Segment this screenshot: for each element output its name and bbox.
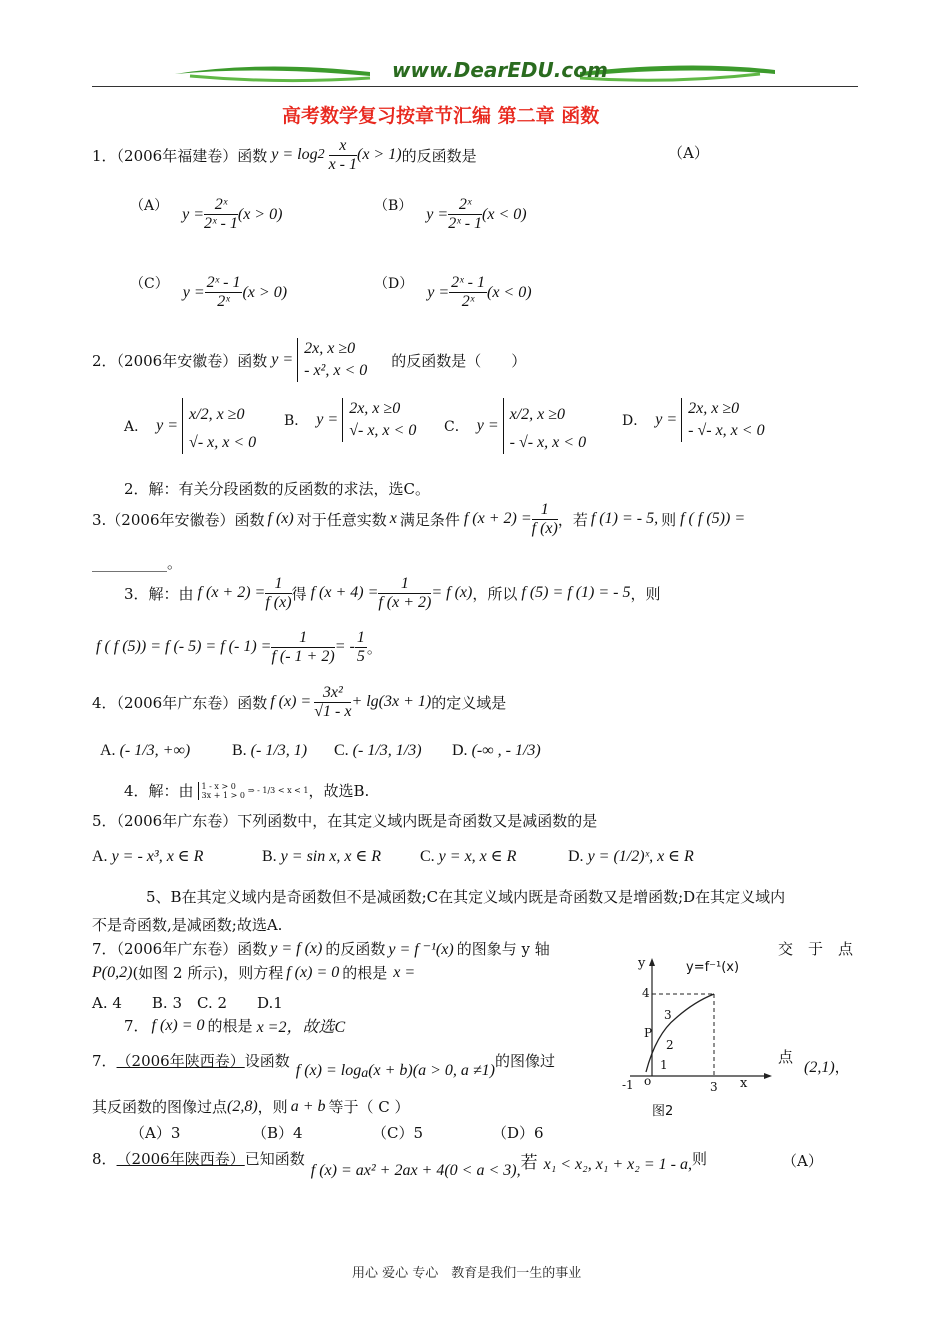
q4-option-b [232,742,307,760]
q3-sol-then: ，则 [630,584,661,603]
q4-fx: f (x) = [270,693,312,710]
fig-tick-x3: 3 [710,1080,718,1094]
q2-case-1: 2x, x ≥0 [304,340,356,357]
q4-den: √1 - x [314,702,352,720]
q8-fn: f (x) = ax² + 2ax + 4(0 < a < 3), [310,1162,521,1179]
q7b-ab: a + b [290,1097,326,1115]
option-label: （C） [130,275,169,292]
q3-sol-d-frac2 [355,629,367,666]
q5-solution-line1: 5、B在其定义域内是奇函数但不是减函数;C在其定义域内既是奇函数又是增函数;D在其定义域内 [146,888,786,906]
fig-curve-label: y=f⁻¹(x) [686,960,740,975]
q5-option-d [568,846,694,866]
option-value: (- 1/3, 1/3) [352,742,422,759]
option-cond: (x > 0) [237,205,283,223]
q3-mid: 对于任意实数 [296,510,387,529]
option-value: y = x, x ∈ R [438,848,517,865]
q4-option-a [100,742,190,760]
option-frac [205,274,243,311]
q4-num: 3x² [314,684,351,703]
page-footer: 用心 爱心 专心 教育是我们一生的事业 [352,1266,582,1281]
logo-text: www.DearEDU.com [392,58,608,82]
option-cond: (x < 0) [482,205,527,223]
q2-prefix: 2．（2006年安徽卷）函数 [92,351,268,370]
q7a-eq: f (x) = 0 [286,963,340,981]
header-divider [92,86,858,87]
q7a-sol-x: x =2，故选C [256,1019,346,1036]
option-label: D． [622,413,648,429]
q7b-mid: 设函数 [244,1051,290,1070]
q3-sol-d-eq: = - [334,638,355,655]
q3-fx: f (x) [267,510,294,527]
fig-y-label: y [638,956,646,971]
q3-cond-num: 1 [532,501,558,520]
option-y: y = [427,283,450,301]
option-value: y = (1/2)ˣ, x ∈ R [587,848,694,865]
q4-option-c [334,742,422,760]
q7b-line2 [92,1096,410,1117]
q2-y: y = [271,351,294,368]
q8-cond: x₁ < x₂, x₁ + x₂ = 1 - a, [543,1156,692,1173]
option-label: B. [232,742,247,759]
option-value: y = sin x, x ∈ R [280,848,382,865]
q3-sol-a: f (x + 2) = [197,584,266,601]
q4-sol-suffix: ，故选B. [308,782,370,800]
option-y: y = [156,417,179,434]
q7b-fn-rest: (x + b)(a > 0, a ≠1) [368,1062,495,1079]
q1-option-c [130,274,287,311]
q1-option-a [130,196,282,233]
option-y: y = [655,411,678,428]
q7b-line2a: 其反函数的图像过点 [92,1098,228,1116]
q7b-base: a [361,1066,369,1081]
q7b-option-d: （D）6 [492,1124,544,1142]
option-label: B. [262,848,277,865]
fig-tick-2: 2 [666,1038,674,1052]
frac-den: f (x) [265,593,292,611]
q3-then: 则 [661,510,677,529]
q7a-point: P(0,2) [92,963,133,981]
q3-solution-line2 [96,624,382,670]
question-7a [92,938,550,959]
q8-then: 则 [691,1150,707,1168]
option-label: A． [124,419,149,435]
option-label: D. [452,742,468,759]
q3-sol-b-rhs: = f (x) [431,584,473,601]
option-num: 2ˣ [448,196,482,215]
q3-sol-d-frac [271,629,334,666]
q1-prefix: 1．（2006年福建卷）函数 [92,146,268,165]
option-label: C． [444,419,469,435]
q7a-sol-end: 的根是 [207,1017,253,1035]
case-1: x/2, x ≥0 [509,406,566,423]
q5-solution-line2: 不是奇函数,是减函数;故选A. [92,916,283,934]
figure-2-graph [616,954,776,1122]
option-label: （A） [130,197,169,214]
q2-option-d [622,398,765,442]
q2-option-b [284,398,416,442]
question-8 [92,1148,707,1180]
q3-given: f (1) = - 5, [590,510,659,527]
q4-plus: + lg(3x + 1) [351,693,432,710]
frac-num: 1 [265,575,291,594]
fig-tick-4: 4 [642,986,650,1000]
option-den: 2ˣ - 1 [448,215,483,232]
q8-mid: 已知函数 [244,1150,305,1168]
option-y: y = [476,417,499,434]
option-label: C. [334,742,349,759]
option-den: 2ˣ [461,293,475,310]
option-label: A. [92,848,108,865]
q3-cond-frac [532,501,558,538]
q7a-sol-prefix: 7． [124,1017,149,1035]
q7a-fn: y = f (x) [270,939,323,957]
q7a-tail: 交 于 点 [778,940,854,958]
question-5: 5．（2006年广东卷）下列函数中，在其定义域内既是奇函数又是减函数的是 [92,812,598,830]
sys-line-1: 1 - x > 0 [201,781,236,791]
case-1: 2x, x ≥0 [688,400,740,417]
page-title: 高考数学复习按章节汇编 第二章 函数 [282,105,600,127]
fig-tick-3: 3 [664,1008,672,1022]
q3-sol-d: f ( f (5)) = f (- 5) = f (- 1) = [96,638,272,655]
q7a-line2 [92,962,415,983]
q4-sol-arrow: ⇒ - 1/3 < x < 1 [247,786,309,795]
option-num: 2ˣ - 1 [206,274,241,291]
q1-fn-den: x - 1 [328,155,357,173]
q4-option-d [452,742,541,760]
q2-case-2: - x², x < 0 [304,362,368,379]
question-3 [92,496,745,542]
q3-sol-c: f (5) = f (1) = - 5 [521,584,631,601]
q3-sol-a-frac [265,575,291,612]
q7a-solution [124,1014,345,1037]
q7b-option-a: （A）3 [130,1124,181,1142]
q7a-sol-eq: f (x) = 0 [151,1016,205,1034]
option-label: D. [568,848,584,865]
case-2: √- x, x < 0 [189,434,257,451]
option-cond: (x < 0) [486,283,532,301]
q1-fn-y: y = log [271,146,318,163]
option-num: 2ˣ - 1 [451,274,485,291]
q1-option-d [374,274,532,311]
q7b-comma: ， [834,1058,850,1076]
fig-origin: o [644,1074,652,1088]
q4-frac [314,684,351,721]
option-value: (- 1/3, 1) [250,742,308,759]
option-piecewise [681,398,764,442]
sys-line-2: 3x + 1 > 0 [201,790,245,800]
q4-sol-prefix: 4．解：由 [124,782,194,800]
q5-option-a [92,846,203,866]
q1-fn-num: x [329,137,357,156]
q7a-mid: 的反函数 [325,940,386,958]
q2-suffix: 的反函数是（ ） [391,351,527,370]
q7b-tail: 点 [778,1048,794,1066]
q7b-option-b: （B）4 [252,1124,303,1142]
option-y: y = [182,205,205,223]
frac-num: 1 [378,575,431,594]
q3-cond-den: f (x) [531,519,558,537]
q7a-line2-end: 的根是 [342,964,388,982]
option-y: y = [316,411,339,428]
q7b-source: （2006年陕西卷） [116,1051,245,1070]
q7a-prefix: 7．（2006年广东卷）函数 [92,940,268,958]
case-2: √- x, x < 0 [349,422,417,439]
frac-den: 5 [356,647,365,665]
option-piecewise [503,398,586,454]
q7a-inv: y = f ⁻¹(x) [388,940,454,958]
header-logo [170,60,780,86]
q3-blank: __________。 [92,554,183,572]
frac-num: 1 [271,629,334,648]
fig-tick-neg1: -1 [622,1078,634,1092]
option-label: （B） [374,197,413,214]
q5-option-c [420,846,516,866]
option-value: (-∞ , - 1/3) [471,742,541,759]
q3-mid2: 满足条件 [399,510,460,529]
frac-den: f (- 1 + 2) [271,647,335,665]
q7a-x-eq: x = [393,963,416,981]
q1-option-b [374,196,527,233]
q3-cond-lhs: f (x + 2) = [463,510,532,527]
option-y: y = [426,205,449,223]
q7b-point-value: (2,1) [804,1059,835,1076]
q3-sol-get: 得 [291,584,307,603]
q7b-line2b: ，则 [257,1098,288,1116]
q3-sol-prefix: 3．解：由 [124,584,194,603]
option-frac [204,196,238,233]
case-2: - √- x, x < 0 [688,422,765,439]
option-label: B． [284,413,309,429]
case-1: 2x, x ≥0 [349,400,401,417]
fig-tick-P: P [644,1026,653,1040]
q7b-line2c: 等于（ C ） [328,1098,410,1116]
q7a-options: A. 4 B. 3 C. 2 D.1 [92,994,283,1012]
q7b-suffix: 的图像过 [495,1051,556,1070]
fig-caption: 图2 [652,1104,674,1119]
option-den: 2ˣ [217,293,230,310]
q8-source: （2006年陕西卷） [116,1150,245,1168]
figure-2 [616,954,776,1122]
q2-piecewise [297,338,367,382]
option-label: （D） [374,275,414,292]
q3-sol-b: f (x + 4) = [310,584,379,601]
q7b-fn: f (x) = log [295,1062,362,1079]
option-frac [448,196,482,233]
q7b-option-c: （C）5 [372,1124,424,1142]
q3-solution-line1 [124,570,661,616]
option-cond: (x > 0) [242,283,288,301]
q1-suffix: 的反函数是 [401,146,477,165]
q3-sol-end: 。 [366,638,382,657]
option-frac [449,274,487,311]
question-2 [92,338,526,382]
fig-x-label: x [740,1076,748,1091]
q3-ask: f ( f (5)) = [680,510,746,527]
q1-fn-frac [329,137,357,174]
q3-sol-so: ，所以 [472,584,518,603]
question-1 [92,132,477,178]
option-label: C. [420,848,435,865]
q4-solution [124,780,369,801]
option-piecewise [342,398,416,442]
frac-num: 1 [356,628,365,646]
q3-x: x [389,510,397,527]
q3-mid3: ，若 [557,510,588,529]
q7b-line2-point: (2,8) [227,1097,258,1115]
frac-den: f (x + 2) [378,593,432,611]
option-den: 2ˣ - 1 [204,215,238,232]
q7a-suffix: 的图象与 y 轴 [456,940,550,958]
q1-fn-cond: (x > 1) [357,146,402,163]
q7b-prefix: 7． [92,1051,117,1070]
q2-solution: 2．解：有关分段函数的反函数的求法，选C。 [124,480,431,498]
q1-fn-base: 2 [317,147,325,162]
option-piecewise [182,398,256,454]
case-2: - √- x, x < 0 [509,434,587,451]
question-7b [92,1040,555,1080]
case-1: x/2, x ≥0 [189,406,245,423]
q4-prefix: 4．（2006年广东卷）函数 [92,693,268,712]
q7a-line2-text: (如图 2 所示)，则方程 [132,964,284,982]
q8-prefix: 8． [92,1150,117,1168]
option-value: (- 1/3, +∞) [119,742,191,759]
question-4 [92,680,506,724]
q2-option-a [124,398,256,454]
q2-option-c [444,398,586,454]
q5-option-b [262,846,381,866]
option-num: 2ˣ [204,196,238,215]
q4-suffix: 的定义域是 [431,693,507,712]
q3-prefix: 3.（2006年安徽卷）函数 [92,510,265,529]
option-value: y = - x³, x ∈ R [111,848,204,865]
option-y: y = [182,283,205,301]
q8-if: 若 [520,1153,538,1173]
q7b-point [804,1056,850,1077]
fig-tick-1: 1 [660,1058,668,1072]
q4-sol-system [198,782,245,800]
q1-answer: （A） [668,144,709,162]
q3-sol-b-frac [378,575,431,612]
option-label: A. [100,742,116,759]
q8-answer: （A） [782,1152,823,1170]
